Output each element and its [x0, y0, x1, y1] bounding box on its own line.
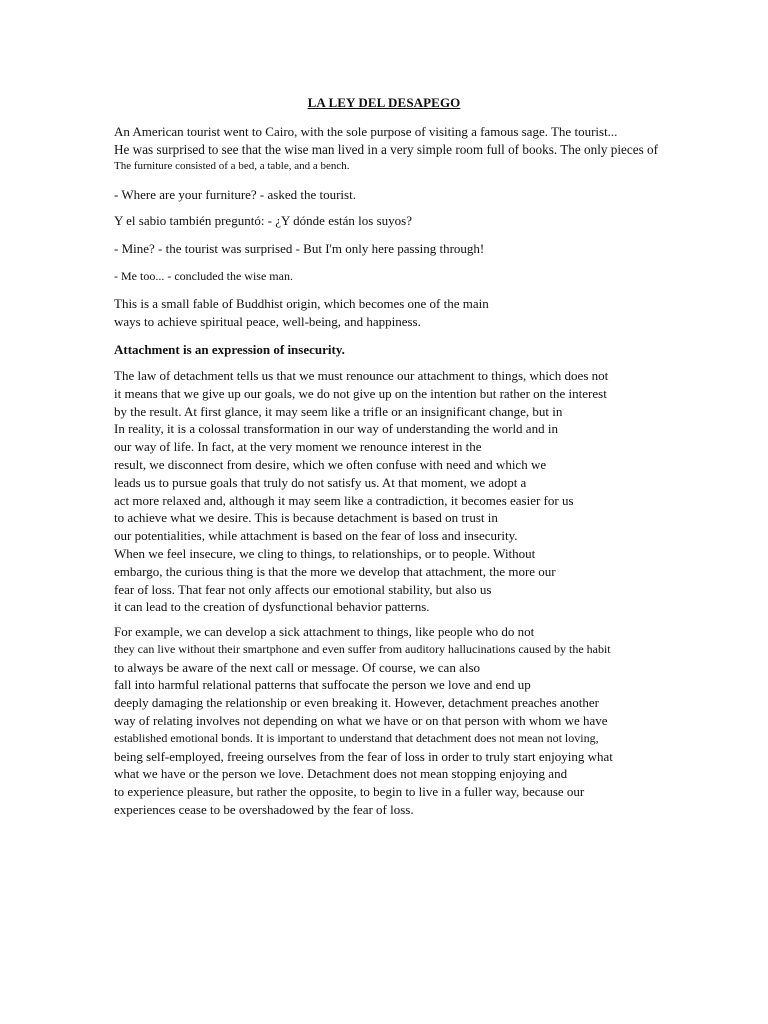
text-line: embargo, the curious thing is that the more we develop that attachment, the more our [114, 563, 556, 579]
text-line: to always be aware of the next call or message. Of course, we can also [114, 659, 481, 675]
text-line: it can lead to the creation of dysfunctional behavior patterns. [114, 599, 430, 615]
text-line: leads us to pursue goals that truly do not satisfy us. At that moment, we adopt a [114, 474, 527, 490]
text-line: For example, we can develop a sick attachment to things, like people who do not [114, 624, 535, 639]
text-line: - Mine? - the tourist was surprised - But I'm only here passing through! [114, 241, 485, 256]
paragraph-dialogue-2 [114, 212, 674, 230]
text-line: - Me too... - concluded the wise man. [114, 269, 293, 283]
text-line: deeply damaging the relationship or even breaking it. However, detachment preaches another [114, 695, 599, 711]
text-line: it means that we give up our goals, we do not give up on the intention but rather on the interest [114, 385, 607, 401]
paragraph-dialogue-3 [114, 240, 674, 258]
text-line: being self-employed, freeing ourselves from the fear of loss in order to truly start enjoying what [114, 748, 613, 764]
text-line: He was surprised to see that the wise man lived in a very simple room full of books. The only pieces of [114, 141, 658, 157]
text-line: An American tourist went to Cairo, with the sole purpose of visiting a famous sage. The tourist... [114, 124, 618, 139]
section-heading-text: Attachment is an expression of insecurity. [114, 342, 345, 357]
document-title: LA LEY DEL DESAPEGO [307, 95, 461, 110]
text-line: our potentialities, while attachment is based on the fear of loss and insecurity. [114, 528, 518, 544]
text-line: way of relating involves not depending on what we have or on that person with whom we have [114, 712, 608, 728]
text-line: experiences cease to be overshadowed by the fear of loss. [114, 801, 414, 817]
text-line: established emotional bonds. It is important to understand that detachment does not mean not loving, [114, 730, 599, 745]
paragraph-example [114, 623, 674, 819]
text-line: fear of loss. That fear not only affects our emotional stability, but also us [114, 581, 492, 597]
text-line: result, we disconnect from desire, which we often confuse with need and which we [114, 456, 547, 472]
paragraph-law [114, 367, 674, 616]
text-line: our way of life. In fact, at the very moment we renounce interest in the [114, 439, 482, 455]
text-line: to experience pleasure, but rather the opposite, to begin to live in a fuller way, because our [114, 784, 585, 800]
text-line: The furniture consisted of a bed, a table, and a bench. [114, 159, 350, 172]
paragraph-dialogue-4 [114, 268, 674, 286]
text-line: Y el sabio también preguntó: - ¿Y dónde están los suyos? [114, 213, 412, 228]
text-line: to achieve what we desire. This is because detachment is based on trust in [114, 510, 498, 526]
text-line: When we feel insecure, we cling to things, to relationships, or to people. Without [114, 545, 536, 561]
section-heading [114, 341, 674, 359]
text-line: by the result. At first glance, it may seem like a trifle or an insignificant change, but in [114, 403, 563, 419]
text-line: ways to achieve spiritual peace, well-being, and happiness. [114, 313, 421, 329]
text-line: what we have or the person we love. Detachment does not mean stopping enjoying and [114, 766, 568, 782]
text-line: - Where are your furniture? - asked the tourist. [114, 187, 356, 202]
text-line: fall into harmful relational patterns that suffocate the person we love and end up [114, 677, 531, 693]
paragraph-intro [114, 123, 674, 173]
text-line: The law of detachment tells us that we must renounce our attachment to things, which does not [114, 368, 609, 383]
text-line: act more relaxed and, although it may seem like a contradiction, it becomes easier for us [114, 492, 574, 508]
paragraph-fable [114, 295, 674, 331]
text-line: This is a small fable of Buddhist origin, which becomes one of the main [114, 296, 489, 311]
paragraph-dialogue-1 [114, 186, 674, 204]
text-line: they can live without their smartphone and even suffer from auditory hallucinations caused by the habit [114, 641, 611, 656]
text-line: In reality, it is a colossal transformation in our way of understanding the world and in [114, 421, 558, 437]
